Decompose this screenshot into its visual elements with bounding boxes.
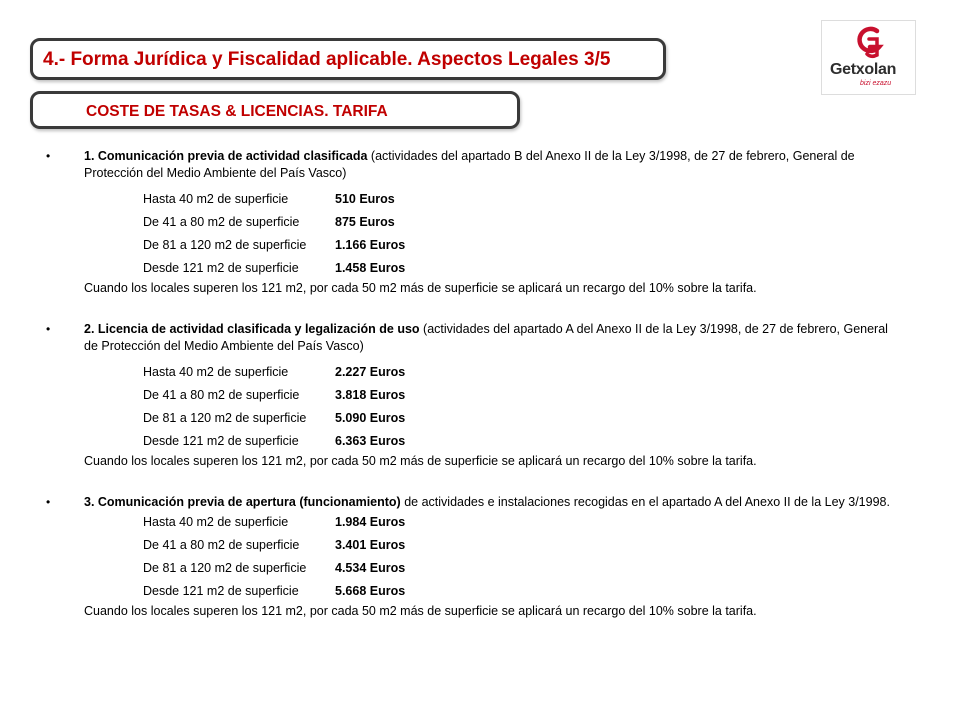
tariff-content (46, 148, 896, 620)
section-3-rest: de actividades e instalaciones recogidas en el apartado A del Anexo II de la Ley 3/1998. (400, 495, 890, 509)
getxolan-g-icon (855, 25, 885, 59)
rate-label: De 81 a 120 m2 de superficie (143, 561, 307, 575)
section-3-description (84, 494, 896, 511)
rate-row (84, 384, 896, 407)
rate-label: Hasta 40 m2 de superficie (143, 192, 289, 206)
rate-label: De 41 a 80 m2 de superficie (143, 215, 300, 229)
rate-amount: 2.227 Euros (335, 365, 406, 379)
bullet-icon: • (46, 495, 51, 509)
subtitle-box (30, 91, 520, 129)
section-1-rest: (actividades del apartado B del Anexo II de la Ley 3/1998, de 27 de febrero, General de Protección del Medio Ambiente del País Vasco) (84, 149, 855, 180)
section-2-rest: (actividades del apartado A del Anexo II de la Ley 3/1998, de 27 de febrero, General de Protección del Medio Ambiente del País Vasco) (84, 322, 888, 353)
rate-label: Hasta 40 m2 de superficie (143, 365, 289, 379)
title-box (30, 38, 666, 80)
section-3-note: Cuando los locales superen los 121 m2, por cada 50 m2 más de superficie se aplicará un recargo del 10% sobre la tarifa. (84, 604, 757, 618)
section-1 (46, 148, 896, 297)
page-title: 4.- Forma Jurídica y Fiscalidad aplicable. Aspectos Legales 3/5 (43, 49, 611, 70)
rate-label: Hasta 40 m2 de superficie (143, 515, 289, 529)
rate-row (84, 211, 896, 234)
section-3-rates (84, 511, 896, 603)
rate-label: Desde 121 m2 de superficie (143, 584, 299, 598)
rate-amount: 875 Euros (335, 215, 395, 229)
rate-label: De 41 a 80 m2 de superficie (143, 538, 300, 552)
getxolan-logo (821, 20, 916, 95)
rate-amount: 1.458 Euros (335, 261, 406, 275)
logo-tagline: bizi ezazu (860, 80, 892, 87)
bullet-icon: • (46, 149, 51, 163)
rate-row (84, 534, 896, 557)
rate-row (84, 407, 896, 430)
rate-label: Desde 121 m2 de superficie (143, 434, 299, 448)
section-2-lead: 2. Licencia de actividad clasificada y legalización de uso (84, 322, 420, 336)
rate-amount: 6.363 Euros (335, 434, 406, 448)
rate-amount: 5.668 Euros (335, 584, 406, 598)
section-2 (46, 321, 896, 470)
section-1-rates (84, 188, 896, 280)
rate-label: De 81 a 120 m2 de superficie (143, 411, 307, 425)
section-1-lead: 1. Comunicación previa de actividad clasificada (84, 149, 368, 163)
rate-row (84, 511, 896, 534)
section-1-note: Cuando los locales superen los 121 m2, por cada 50 m2 más de superficie se aplicará un recargo del 10% sobre la tarifa. (84, 281, 757, 295)
rate-amount: 4.534 Euros (335, 561, 406, 575)
section-1-description (84, 148, 896, 182)
section-3 (46, 494, 896, 620)
rate-row (84, 580, 896, 603)
section-2-note: Cuando los locales superen los 121 m2, por cada 50 m2 más de superficie se aplicará un recargo del 10% sobre la tarifa. (84, 454, 757, 468)
rate-amount: 5.090 Euros (335, 411, 406, 425)
rate-row (84, 234, 896, 257)
logo-wordmark: Getxolan (830, 61, 897, 78)
rate-row (84, 361, 896, 384)
rate-amount: 1.166 Euros (335, 238, 406, 252)
rate-label: De 41 a 80 m2 de superficie (143, 388, 300, 402)
rate-row (84, 430, 896, 453)
section-3-lead: 3. Comunicación previa de apertura (funcionamiento) (84, 495, 401, 509)
rate-label: Desde 121 m2 de superficie (143, 261, 299, 275)
rate-amount: 3.401 Euros (335, 538, 406, 552)
rate-label: De 81 a 120 m2 de superficie (143, 238, 307, 252)
rate-row (84, 557, 896, 580)
rate-amount: 510 Euros (335, 192, 395, 206)
section-2-description (84, 321, 896, 355)
bullet-icon: • (46, 322, 51, 336)
rate-amount: 1.984 Euros (335, 515, 406, 529)
section-2-rates (84, 361, 896, 453)
rate-amount: 3.818 Euros (335, 388, 406, 402)
rate-row (84, 188, 896, 211)
page-subtitle: COSTE DE TASAS & LICENCIAS. TARIFA (86, 103, 388, 120)
rate-row (84, 257, 896, 280)
